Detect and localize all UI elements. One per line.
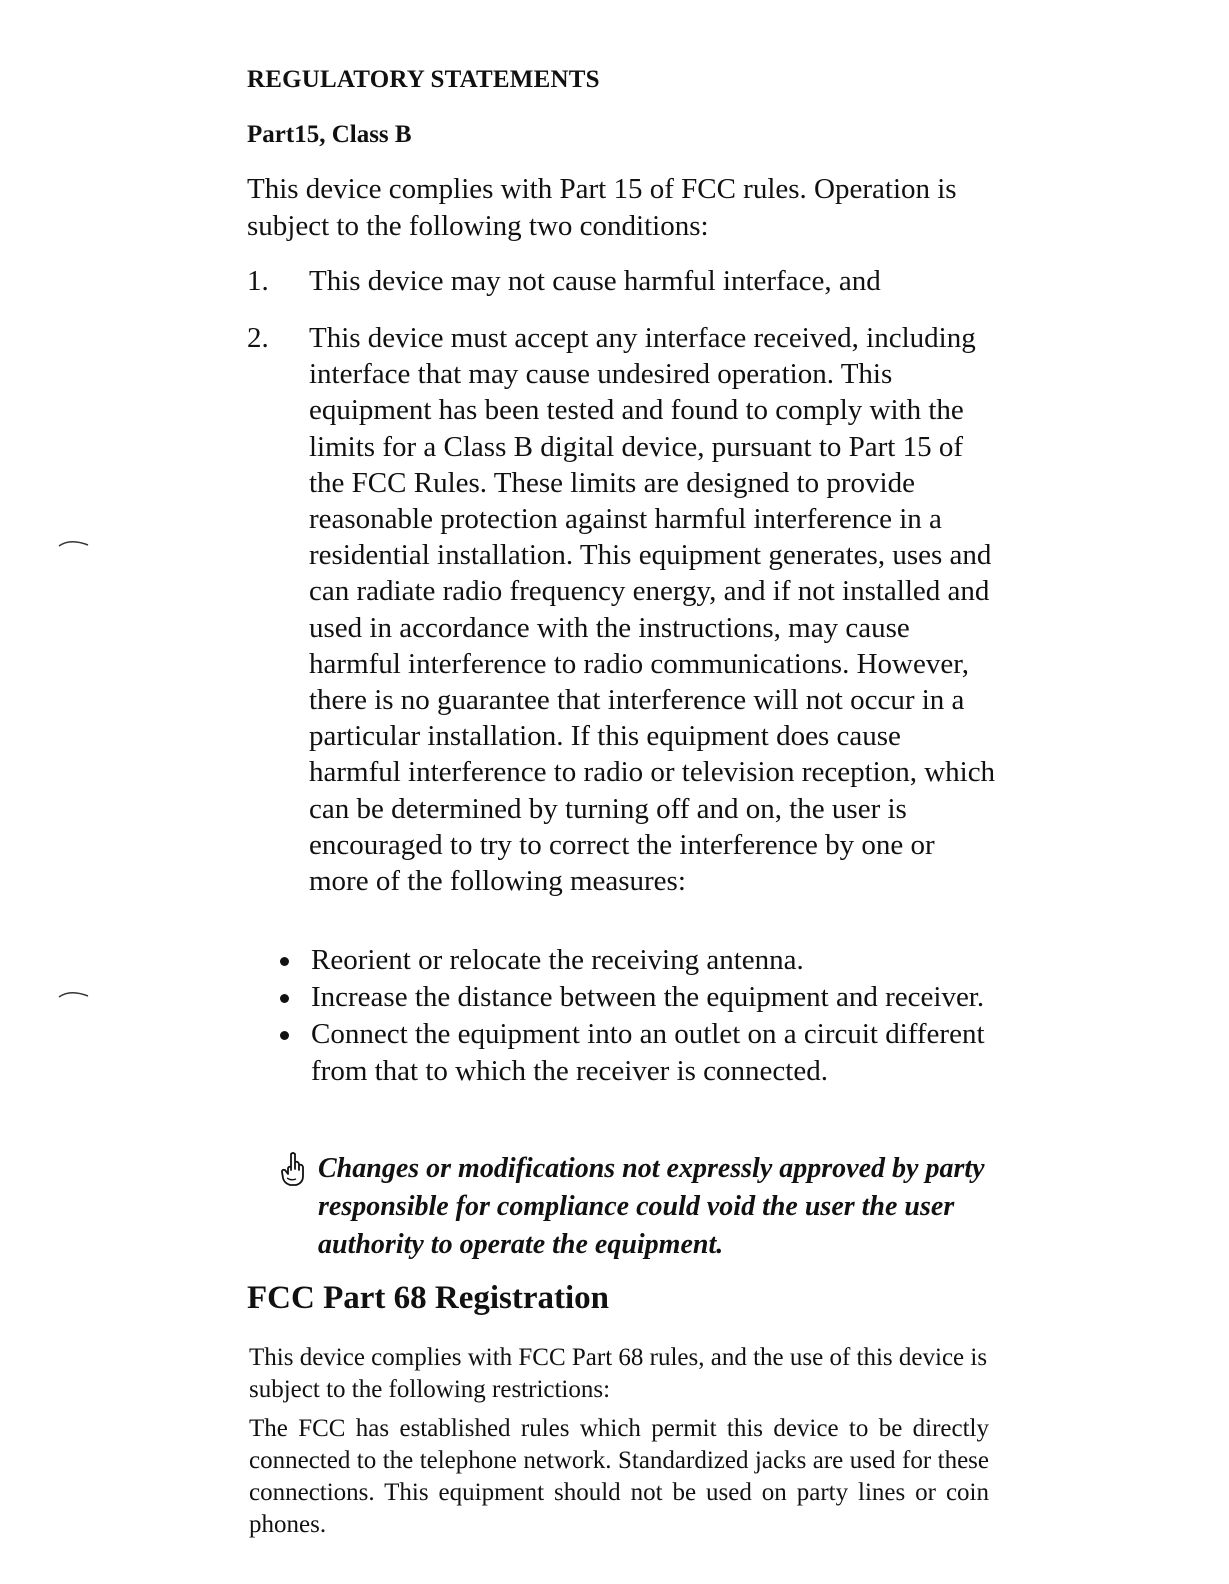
condition-number: 1. (247, 265, 269, 297)
bullet-icon (280, 994, 289, 1003)
list-item (278, 942, 1018, 979)
measure-text: Connect the equipment into an outlet on a circuit different from that to which the receiver is connected. (311, 1018, 985, 1087)
section-title: REGULATORY STATEMENTS (247, 66, 600, 93)
measure-text: Reorient or relocate the receiving antenna. (311, 944, 804, 976)
measures-list (278, 942, 1018, 1090)
condition-number: 2. (247, 322, 269, 354)
pointing-hand-icon (278, 1152, 308, 1188)
margin-mark (58, 537, 92, 549)
intro-paragraph: This device complies with Part 15 of FCC rules. Operation is subject to the following two conditions: (247, 173, 957, 242)
measure-text: Increase the distance between the equipment and receiver. (311, 981, 985, 1013)
bullet-icon (280, 957, 289, 966)
margin-mark (58, 988, 92, 1000)
list-item (278, 979, 1018, 1016)
fcc68-title: FCC Part 68 Registration (247, 1280, 610, 1316)
fcc68-paragraph-2: The FCC has established rules which permit this device to be directly connected to the telephone network. Standardized jacks are used for these connections. This equipment should not be used on party lines or coin phones. (249, 1415, 989, 1538)
condition-text: This device must accept any interface received, including interface that may cause undesired operation. This equipment has been tested and found to comply with the limits for a Class B digital device, pursuant to Part 15 of the FCC Rules. These limits are designed to provide reasonable protection against harmful interference in a residential installation. This equipment generates, uses and can radiate radio frequency energy, and if not installed and used in accordance with the instructions, may cause harmful interference to radio communications. However, there is no guarantee that interference will not occur in a particular installation. If this equipment does cause harmful interference to radio or television reception, which can be determined by turning off and on, the user is encouraged to try to correct the interference by one or more of the following measures: (309, 322, 996, 898)
condition-text: This device may not cause harmful interface, and (309, 265, 881, 297)
bullet-icon (280, 1031, 289, 1040)
fcc68-paragraph-1: This device complies with FCC Part 68 rules, and the use of this device is subject to the following restrictions: (249, 1344, 988, 1403)
subsection-title: Part15, Class B (247, 121, 412, 148)
list-item (278, 1016, 1018, 1090)
note-text: Changes or modifications not expressly approved by party responsible for compliance could void the user the user authority to operate the equipment. (318, 1153, 985, 1260)
